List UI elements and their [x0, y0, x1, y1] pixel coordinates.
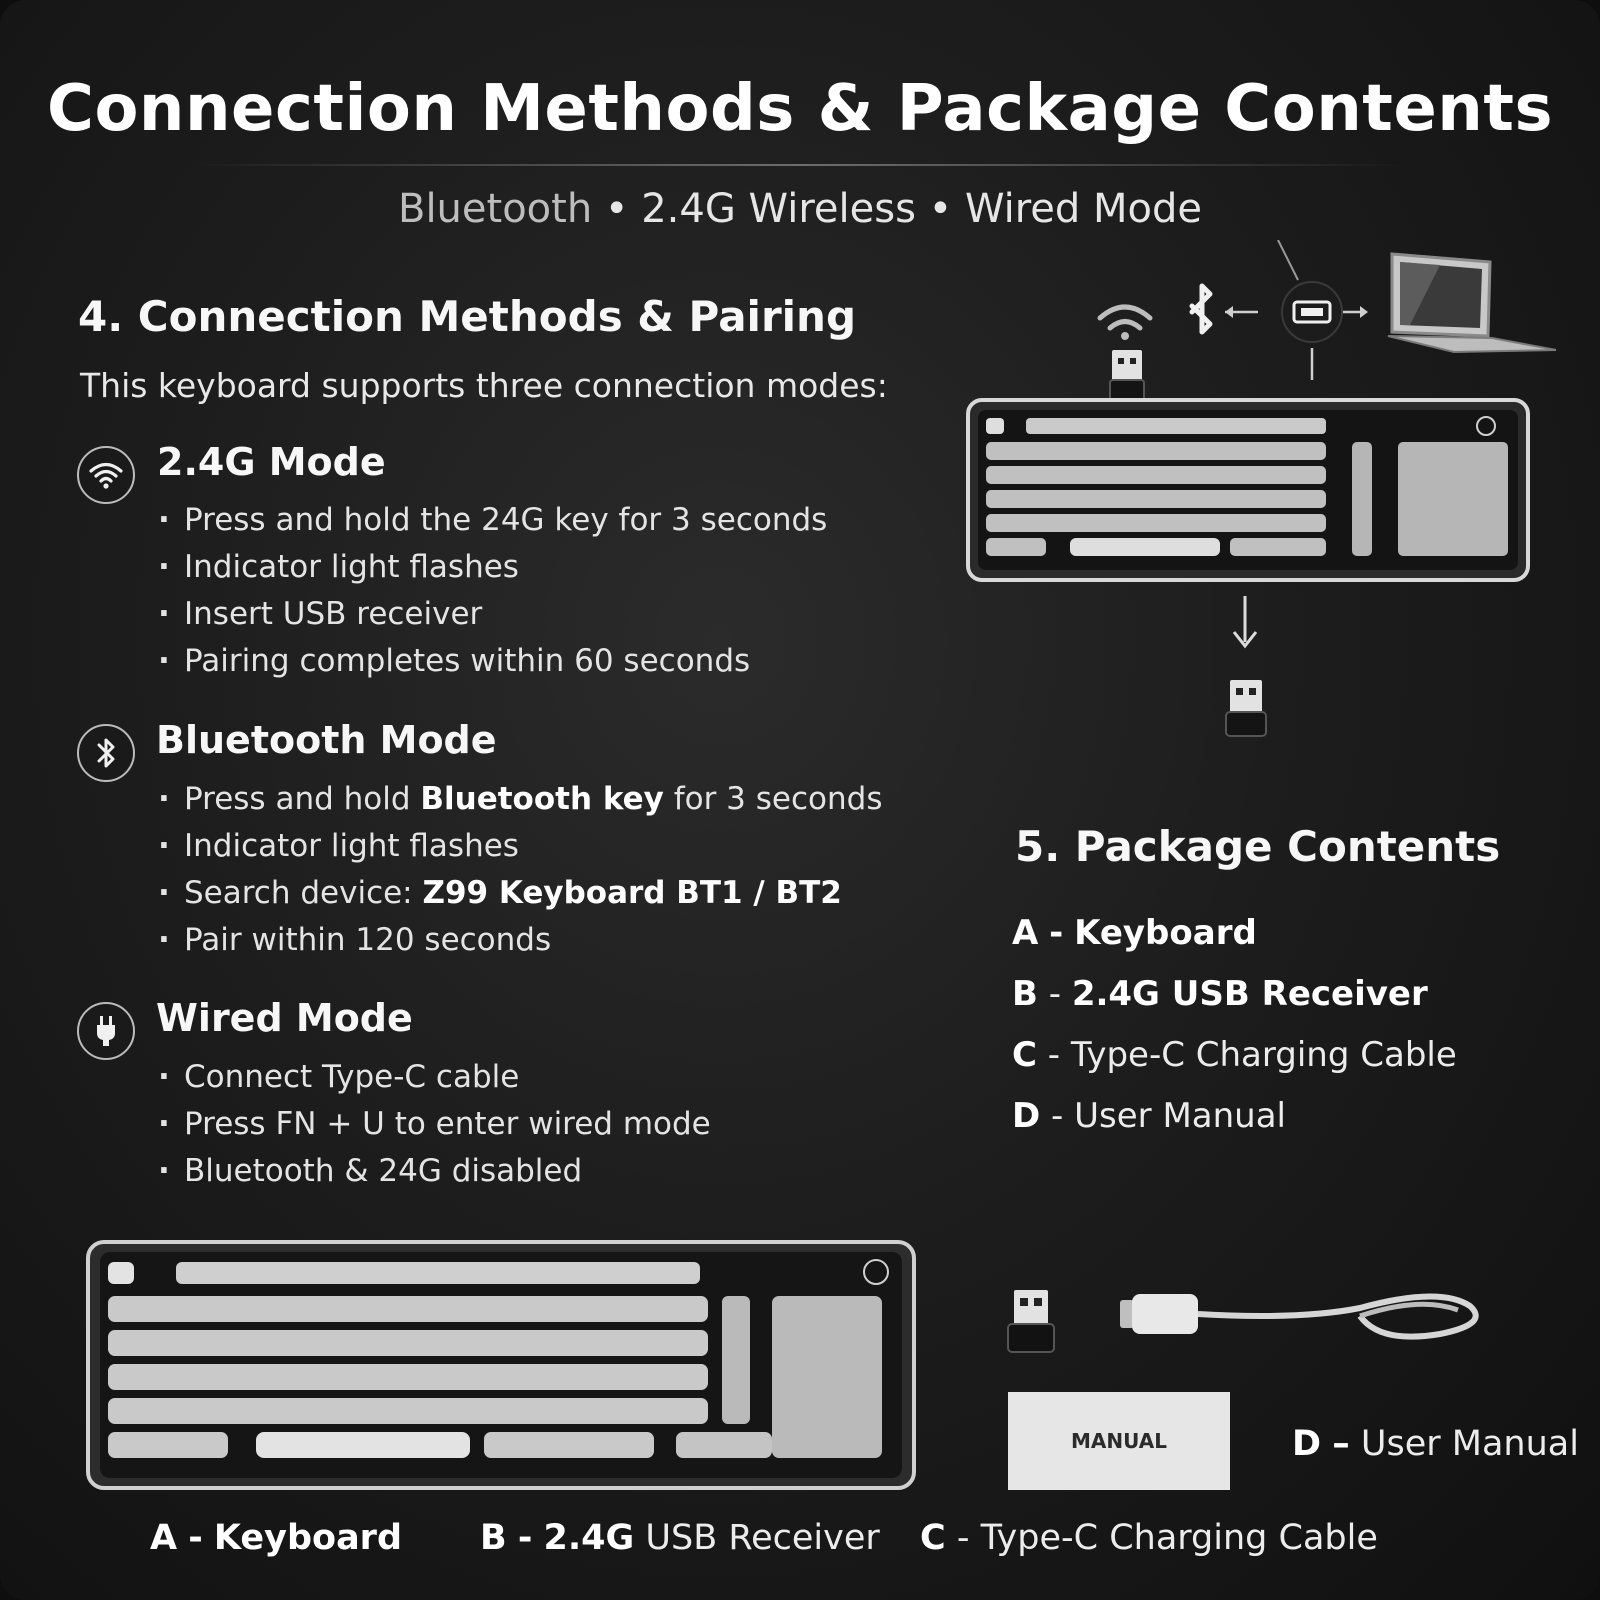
connection-intro: This keyboard supports three connection modes: [80, 366, 888, 405]
item-dash: - [1051, 1096, 1064, 1136]
subtitle-separator: • [604, 186, 629, 232]
caption-text: USB Receiver [645, 1518, 880, 1558]
item-dash: - [1047, 1035, 1061, 1075]
list-item [158, 776, 882, 823]
package-item-c [1012, 1025, 1457, 1086]
receiver-hub-icon [1282, 282, 1342, 342]
connection-heading: 4. Connection Methods & Pairing [78, 292, 857, 341]
subtitle-wireless: 2.4G Wireless [641, 186, 916, 232]
item-letter: B [1012, 974, 1038, 1014]
package-item-a [1012, 903, 1457, 964]
caption-dash: - [956, 1518, 970, 1558]
caption-text: User Manual [1360, 1424, 1579, 1464]
keyboard-image [86, 1240, 916, 1490]
caption-text: Type-C Charging Cable [980, 1518, 1378, 1558]
step-emphasis: Bluetooth key [420, 781, 664, 817]
mode-steps-bluetooth [158, 776, 882, 964]
package-heading: 5. Package Contents [1015, 822, 1501, 871]
subtitle-separator: • [928, 186, 953, 232]
laptop-icon [1388, 254, 1556, 352]
item-text: Type-C Charging Cable [1070, 1035, 1457, 1075]
arrow-down-icon [1234, 596, 1256, 646]
list-item: · Indicator light flashes [158, 544, 827, 591]
usb-receiver-icon [1110, 350, 1144, 400]
item-letter: A [1012, 913, 1039, 953]
step-text: Search device: [184, 875, 423, 911]
item-dash: - [1048, 974, 1062, 1014]
package-list [1012, 903, 1457, 1147]
list-item: · Press FN + U to enter wired mode [158, 1101, 711, 1148]
caption-letter: B [480, 1518, 507, 1558]
caption-text: Keyboard [213, 1518, 402, 1558]
mode-title-bluetooth: Bluetooth Mode [156, 718, 497, 762]
list-item: · Pairing completes within 60 seconds [158, 638, 827, 685]
step-text: for 3 seconds [663, 781, 883, 817]
plug-icon [77, 1002, 135, 1060]
caption-d [1292, 1424, 1579, 1464]
type-c-cable-image [1120, 1294, 1476, 1337]
step-text: Press and hold [184, 781, 421, 817]
item-text: 2.4G USB Receiver [1071, 974, 1428, 1014]
subtitle-bluetooth: Bluetooth [398, 186, 593, 232]
list-item: · Indicator light flashes [158, 823, 882, 870]
title-divider [190, 164, 1410, 166]
connection-diagram [960, 240, 1560, 760]
caption-letter: D [1292, 1424, 1322, 1464]
mode-title-wired: Wired Mode [156, 996, 413, 1040]
item-letter: D [1012, 1096, 1041, 1136]
manual-image: MANUAL [1008, 1392, 1230, 1490]
usb-receiver-icon [1226, 680, 1266, 736]
list-item: · Connect Type-C cable [158, 1054, 711, 1101]
caption-letter: A [150, 1518, 178, 1558]
caption-a [150, 1518, 402, 1558]
caption-dash: – [1332, 1424, 1350, 1464]
caption-b [480, 1518, 880, 1558]
subtitle [0, 186, 1600, 232]
item-text: User Manual [1074, 1096, 1286, 1136]
package-item-d [1012, 1086, 1457, 1147]
list-item: · Press and hold the 24G key for 3 seconds [158, 497, 827, 544]
usb-receiver-photo [1000, 1276, 1500, 1376]
mode-title-24g: 2.4G Mode [157, 440, 386, 484]
caption-emphasis: 2.4G [543, 1518, 635, 1558]
bluetooth-icon [1192, 286, 1210, 332]
keyboard-diagram-image [968, 400, 1528, 580]
wifi-icon [77, 446, 135, 504]
list-item: · Pair within 120 seconds [158, 917, 882, 964]
item-text: Keyboard [1074, 913, 1257, 953]
bluetooth-icon [77, 724, 135, 782]
wifi-signal-icon [1100, 307, 1150, 340]
caption-c [920, 1518, 1378, 1558]
package-item-b [1012, 964, 1457, 1025]
mode-steps-24g [158, 497, 827, 685]
item-letter: C [1012, 1035, 1037, 1075]
list-item [158, 870, 882, 917]
caption-dash: - [188, 1518, 203, 1558]
caption-dash: - [517, 1518, 533, 1558]
step-emphasis: Z99 Keyboard BT1 / BT2 [422, 875, 842, 911]
page-title: Connection Methods & Package Contents [46, 72, 1554, 146]
list-item: · Insert USB receiver [158, 591, 827, 638]
subtitle-wired: Wired Mode [964, 186, 1202, 232]
mode-steps-wired [158, 1054, 711, 1195]
caption-letter: C [920, 1518, 946, 1558]
item-dash: - [1049, 913, 1064, 953]
list-item: · Bluetooth & 24G disabled [158, 1148, 711, 1195]
